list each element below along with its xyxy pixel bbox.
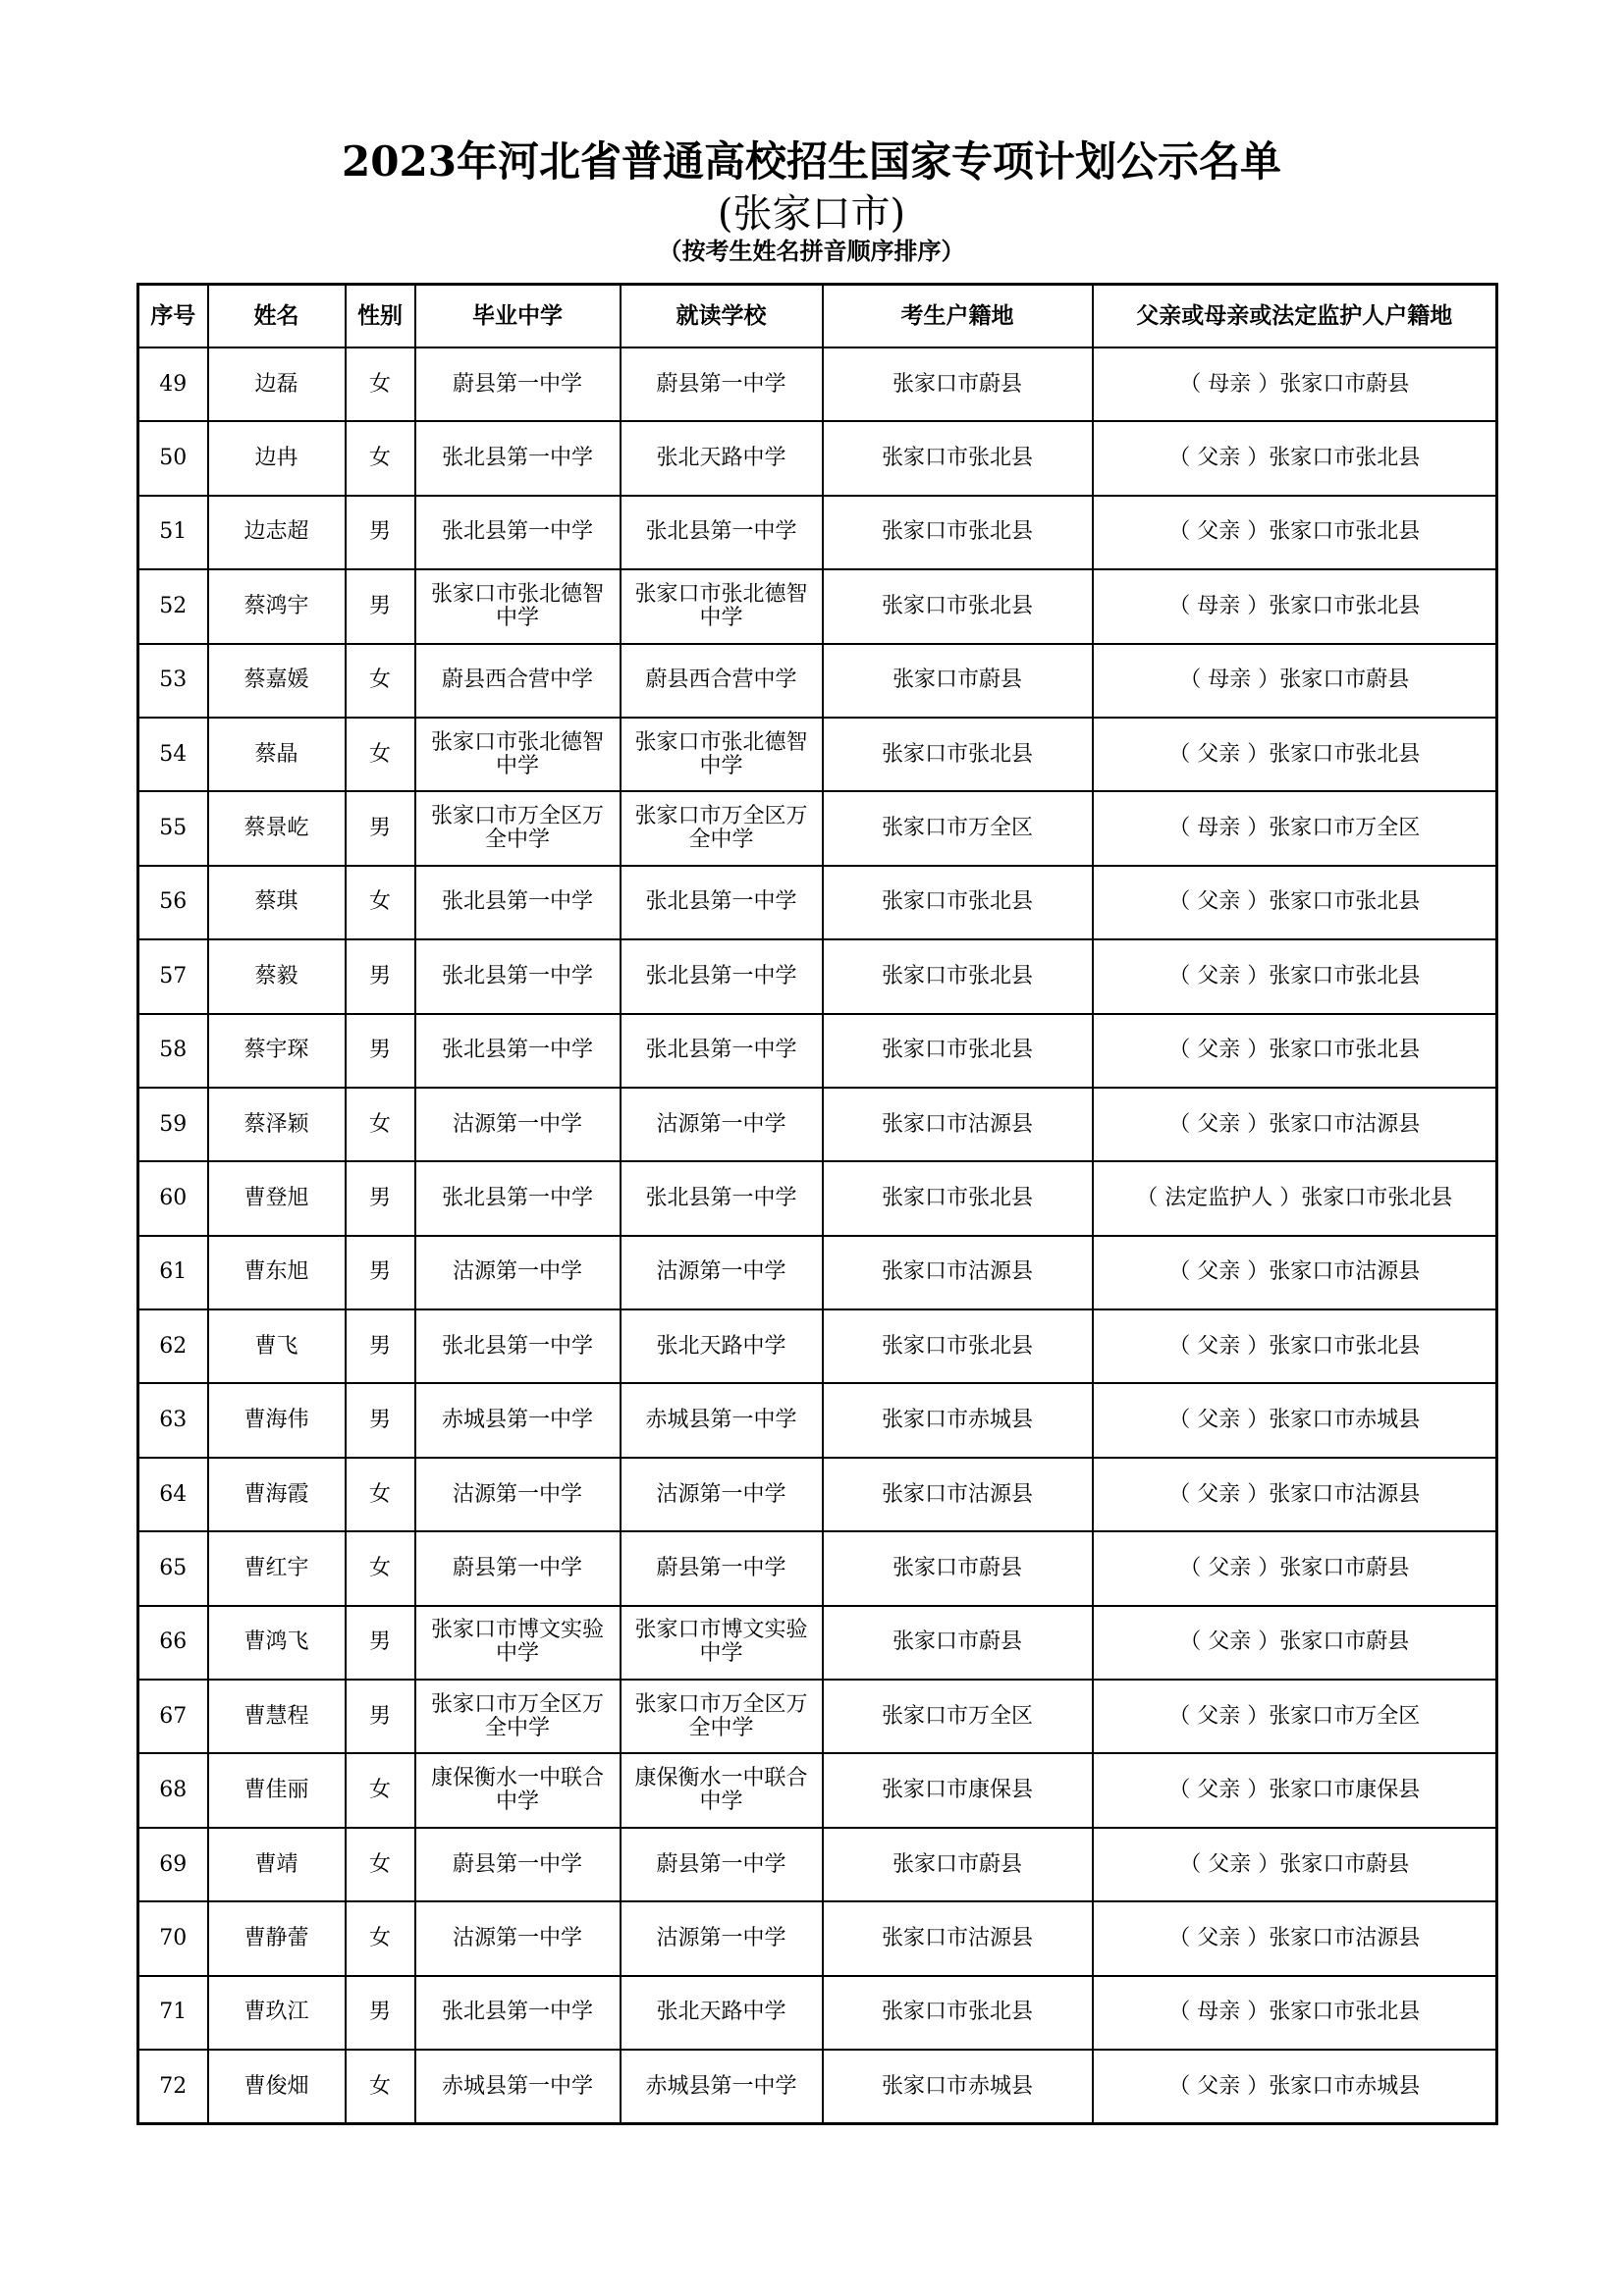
- cell-serial: 60: [138, 1161, 208, 1235]
- cell-graduated-school: 张北县第一中学: [415, 496, 621, 569]
- cell-serial: 59: [138, 1088, 208, 1161]
- cell-current-school: 张家口市博文实验中学: [621, 1606, 823, 1680]
- cell-graduated-school: 张家口市万全区万全中学: [415, 791, 621, 865]
- cell-serial: 65: [138, 1531, 208, 1605]
- document-subtitle: (张家口市): [717, 191, 906, 237]
- cell-serial: 70: [138, 1901, 208, 1975]
- cell-current-school: 蔚县第一中学: [621, 347, 823, 421]
- cell-student-residence: 张家口市张北县: [823, 569, 1093, 643]
- cell-current-school: 蔚县第一中学: [621, 1531, 823, 1605]
- cell-current-school: 蔚县第一中学: [621, 1828, 823, 1901]
- cell-guardian-residence: （ 父亲 ）张家口市蔚县: [1093, 1828, 1497, 1901]
- cell-student-residence: 张家口市张北县: [823, 1161, 1093, 1235]
- cell-guardian-residence: （ 父亲 ）张家口市蔚县: [1093, 1531, 1497, 1605]
- cell-current-school: 蔚县西合营中学: [621, 644, 823, 718]
- cell-name: 边志超: [208, 496, 346, 569]
- cell-serial: 57: [138, 939, 208, 1013]
- cell-guardian-residence: （ 父亲 ）张家口市赤城县: [1093, 2050, 1497, 2124]
- header-name: 姓名: [208, 285, 346, 348]
- cell-gender: 女: [346, 866, 415, 939]
- cell-current-school: 张家口市张北德智中学: [621, 718, 823, 791]
- cell-name: 边冉: [208, 421, 346, 495]
- cell-guardian-residence: （ 父亲 ）张家口市张北县: [1093, 496, 1497, 569]
- cell-name: 曹俊畑: [208, 2050, 346, 2124]
- cell-current-school: 沽源第一中学: [621, 1458, 823, 1531]
- cell-student-residence: 张家口市沽源县: [823, 1458, 1093, 1531]
- table-header-row: [138, 285, 1497, 348]
- cell-gender: 女: [346, 1088, 415, 1161]
- table-row: [138, 1088, 1497, 1161]
- cell-current-school: 康保衡水一中联合中学: [621, 1753, 823, 1827]
- table-row: [138, 347, 1497, 421]
- cell-guardian-residence: （ 母亲 ）张家口市万全区: [1093, 791, 1497, 865]
- cell-serial: 66: [138, 1606, 208, 1680]
- cell-serial: 49: [138, 347, 208, 421]
- cell-name: 曹鸿飞: [208, 1606, 346, 1680]
- cell-guardian-residence: （ 父亲 ）张家口市赤城县: [1093, 1383, 1497, 1457]
- cell-serial: 67: [138, 1680, 208, 1753]
- cell-gender: 女: [346, 1828, 415, 1901]
- cell-current-school: 张家口市万全区万全中学: [621, 791, 823, 865]
- cell-current-school: 张北县第一中学: [621, 939, 823, 1013]
- cell-current-school: 张北天路中学: [621, 1309, 823, 1383]
- cell-name: 曹静蕾: [208, 1901, 346, 1975]
- cell-serial: 71: [138, 1976, 208, 2050]
- cell-gender: 男: [346, 1236, 415, 1309]
- cell-graduated-school: 沽源第一中学: [415, 1088, 621, 1161]
- cell-current-school: 张北县第一中学: [621, 1014, 823, 1088]
- cell-graduated-school: 蔚县西合营中学: [415, 644, 621, 718]
- cell-name: 曹登旭: [208, 1161, 346, 1235]
- cell-graduated-school: 张家口市张北德智中学: [415, 569, 621, 643]
- cell-gender: 女: [346, 718, 415, 791]
- cell-guardian-residence: （ 父亲 ）张家口市张北县: [1093, 1014, 1497, 1088]
- table-row: [138, 1383, 1497, 1457]
- cell-student-residence: 张家口市康保县: [823, 1753, 1093, 1827]
- cell-gender: 男: [346, 1383, 415, 1457]
- cell-name: 曹海伟: [208, 1383, 346, 1457]
- table-row: [138, 1680, 1497, 1753]
- cell-graduated-school: 蔚县第一中学: [415, 347, 621, 421]
- cell-current-school: 张北县第一中学: [621, 1161, 823, 1235]
- cell-graduated-school: 张家口市万全区万全中学: [415, 1680, 621, 1753]
- table-row: [138, 569, 1497, 643]
- cell-student-residence: 张家口市蔚县: [823, 1531, 1093, 1605]
- cell-graduated-school: 蔚县第一中学: [415, 1531, 621, 1605]
- table-row: [138, 496, 1497, 569]
- cell-serial: 61: [138, 1236, 208, 1309]
- cell-current-school: 张北天路中学: [621, 421, 823, 495]
- cell-guardian-residence: （ 父亲 ）张家口市张北县: [1093, 866, 1497, 939]
- cell-guardian-residence: （ 母亲 ）张家口市蔚县: [1093, 644, 1497, 718]
- cell-guardian-residence: （ 父亲 ）张家口市张北县: [1093, 718, 1497, 791]
- table-row: [138, 791, 1497, 865]
- cell-name: 曹佳丽: [208, 1753, 346, 1827]
- table-row: [138, 1161, 1497, 1235]
- cell-student-residence: 张家口市张北县: [823, 496, 1093, 569]
- cell-name: 蔡嘉媛: [208, 644, 346, 718]
- cell-gender: 男: [346, 791, 415, 865]
- cell-current-school: 沽源第一中学: [621, 1901, 823, 1975]
- cell-gender: 男: [346, 1606, 415, 1680]
- cell-student-residence: 张家口市蔚县: [823, 347, 1093, 421]
- cell-guardian-residence: （ 母亲 ）张家口市张北县: [1093, 1976, 1497, 2050]
- cell-guardian-residence: （ 父亲 ）张家口市康保县: [1093, 1753, 1497, 1827]
- table-row: [138, 2050, 1497, 2124]
- cell-guardian-residence: （ 父亲 ）张家口市张北县: [1093, 1309, 1497, 1383]
- cell-guardian-residence: （ 父亲 ）张家口市沽源县: [1093, 1236, 1497, 1309]
- cell-graduated-school: 张北县第一中学: [415, 1309, 621, 1383]
- cell-gender: 男: [346, 569, 415, 643]
- header-graduated-school: 毕业中学: [415, 285, 621, 348]
- cell-graduated-school: 张家口市张北德智中学: [415, 718, 621, 791]
- cell-gender: 女: [346, 421, 415, 495]
- cell-name: 蔡琪: [208, 866, 346, 939]
- cell-student-residence: 张家口市张北县: [823, 1309, 1093, 1383]
- cell-student-residence: 张家口市张北县: [823, 421, 1093, 495]
- cell-student-residence: 张家口市张北县: [823, 1014, 1093, 1088]
- cell-name: 曹靖: [208, 1828, 346, 1901]
- cell-name: 蔡景屹: [208, 791, 346, 865]
- cell-gender: 男: [346, 1014, 415, 1088]
- cell-graduated-school: 沽源第一中学: [415, 1458, 621, 1531]
- cell-serial: 72: [138, 2050, 208, 2124]
- table-row: [138, 1606, 1497, 1680]
- cell-serial: 52: [138, 569, 208, 643]
- document-title: 2023年河北省普通高校招生国家专项计划公示名单: [342, 137, 1281, 186]
- cell-serial: 63: [138, 1383, 208, 1457]
- cell-name: 曹玖江: [208, 1976, 346, 2050]
- cell-student-residence: 张家口市万全区: [823, 791, 1093, 865]
- cell-gender: 女: [346, 644, 415, 718]
- cell-student-residence: 张家口市赤城县: [823, 1383, 1093, 1457]
- cell-gender: 男: [346, 939, 415, 1013]
- header-guardian-residence: 父亲或母亲或法定监护人户籍地: [1093, 285, 1497, 348]
- cell-graduated-school: 张北县第一中学: [415, 1161, 621, 1235]
- cell-graduated-school: 赤城县第一中学: [415, 2050, 621, 2124]
- cell-student-residence: 张家口市沽源县: [823, 1088, 1093, 1161]
- cell-current-school: 张北县第一中学: [621, 496, 823, 569]
- cell-graduated-school: 沽源第一中学: [415, 1236, 621, 1309]
- cell-student-residence: 张家口市蔚县: [823, 1828, 1093, 1901]
- cell-gender: 女: [346, 1753, 415, 1827]
- cell-serial: 50: [138, 421, 208, 495]
- cell-graduated-school: 张北县第一中学: [415, 866, 621, 939]
- cell-serial: 56: [138, 866, 208, 939]
- cell-name: 蔡泽颖: [208, 1088, 346, 1161]
- cell-guardian-residence: （ 父亲 ）张家口市沽源县: [1093, 1901, 1497, 1975]
- cell-guardian-residence: （ 母亲 ）张家口市蔚县: [1093, 347, 1497, 421]
- cell-student-residence: 张家口市张北县: [823, 939, 1093, 1013]
- cell-name: 曹飞: [208, 1309, 346, 1383]
- header-current-school: 就读学校: [621, 285, 823, 348]
- header-gender: 性别: [346, 285, 415, 348]
- cell-gender: 女: [346, 1458, 415, 1531]
- cell-graduated-school: 张北县第一中学: [415, 421, 621, 495]
- cell-current-school: 赤城县第一中学: [621, 2050, 823, 2124]
- cell-guardian-residence: （ 法定监护人 ）张家口市张北县: [1093, 1161, 1497, 1235]
- cell-graduated-school: 沽源第一中学: [415, 1901, 621, 1975]
- cell-student-residence: 张家口市蔚县: [823, 1606, 1093, 1680]
- cell-name: 蔡毅: [208, 939, 346, 1013]
- cell-gender: 男: [346, 496, 415, 569]
- cell-student-residence: 张家口市万全区: [823, 1680, 1093, 1753]
- cell-name: 曹慧程: [208, 1680, 346, 1753]
- cell-current-school: 张北天路中学: [621, 1976, 823, 2050]
- cell-serial: 68: [138, 1753, 208, 1827]
- table-row: [138, 1753, 1497, 1827]
- sort-note: （按考生姓名拼音顺序排序）: [658, 237, 965, 265]
- cell-name: 边磊: [208, 347, 346, 421]
- cell-graduated-school: 张北县第一中学: [415, 1014, 621, 1088]
- table-row: [138, 1828, 1497, 1901]
- roster-table: [136, 283, 1498, 2125]
- table-row: [138, 644, 1497, 718]
- cell-student-residence: 张家口市沽源县: [823, 1236, 1093, 1309]
- cell-serial: 62: [138, 1309, 208, 1383]
- cell-gender: 男: [346, 1976, 415, 2050]
- cell-graduated-school: 张北县第一中学: [415, 1976, 621, 2050]
- cell-current-school: 张家口市万全区万全中学: [621, 1680, 823, 1753]
- cell-gender: 男: [346, 1680, 415, 1753]
- cell-name: 蔡宇琛: [208, 1014, 346, 1088]
- cell-student-residence: 张家口市沽源县: [823, 1901, 1093, 1975]
- cell-gender: 女: [346, 1901, 415, 1975]
- cell-graduated-school: 赤城县第一中学: [415, 1383, 621, 1457]
- cell-name: 曹海霞: [208, 1458, 346, 1531]
- table-row: [138, 421, 1497, 495]
- table-row: [138, 866, 1497, 939]
- header-student-residence: 考生户籍地: [823, 285, 1093, 348]
- cell-graduated-school: 张家口市博文实验中学: [415, 1606, 621, 1680]
- cell-guardian-residence: （ 父亲 ）张家口市张北县: [1093, 939, 1497, 1013]
- cell-gender: 男: [346, 1161, 415, 1235]
- cell-gender: 女: [346, 347, 415, 421]
- table-row: [138, 1901, 1497, 1975]
- table-row: [138, 1236, 1497, 1309]
- cell-serial: 51: [138, 496, 208, 569]
- cell-graduated-school: 蔚县第一中学: [415, 1828, 621, 1901]
- cell-guardian-residence: （ 父亲 ）张家口市万全区: [1093, 1680, 1497, 1753]
- cell-name: 曹红宇: [208, 1531, 346, 1605]
- cell-graduated-school: 康保衡水一中联合中学: [415, 1753, 621, 1827]
- table-row: [138, 1531, 1497, 1605]
- cell-student-residence: 张家口市赤城县: [823, 2050, 1093, 2124]
- table-row: [138, 1309, 1497, 1383]
- cell-gender: 男: [346, 1309, 415, 1383]
- cell-graduated-school: 张北县第一中学: [415, 939, 621, 1013]
- table-row: [138, 1458, 1497, 1531]
- cell-serial: 64: [138, 1458, 208, 1531]
- cell-guardian-residence: （ 父亲 ）张家口市沽源县: [1093, 1458, 1497, 1531]
- cell-name: 蔡晶: [208, 718, 346, 791]
- cell-current-school: 沽源第一中学: [621, 1088, 823, 1161]
- cell-gender: 女: [346, 1531, 415, 1605]
- cell-student-residence: 张家口市张北县: [823, 866, 1093, 939]
- cell-serial: 53: [138, 644, 208, 718]
- cell-current-school: 张家口市张北德智中学: [621, 569, 823, 643]
- table-row: [138, 718, 1497, 791]
- cell-name: 蔡鸿宇: [208, 569, 346, 643]
- cell-gender: 女: [346, 2050, 415, 2124]
- cell-serial: 54: [138, 718, 208, 791]
- cell-student-residence: 张家口市张北县: [823, 1976, 1093, 2050]
- cell-guardian-residence: （ 父亲 ）张家口市沽源县: [1093, 1088, 1497, 1161]
- cell-current-school: 张北县第一中学: [621, 866, 823, 939]
- cell-serial: 58: [138, 1014, 208, 1088]
- cell-serial: 69: [138, 1828, 208, 1901]
- table-row: [138, 1976, 1497, 2050]
- cell-serial: 55: [138, 791, 208, 865]
- cell-current-school: 沽源第一中学: [621, 1236, 823, 1309]
- header-serial: 序号: [138, 285, 208, 348]
- table-row: [138, 939, 1497, 1013]
- cell-student-residence: 张家口市张北县: [823, 718, 1093, 791]
- cell-guardian-residence: （ 母亲 ）张家口市张北县: [1093, 569, 1497, 643]
- cell-name: 曹东旭: [208, 1236, 346, 1309]
- cell-guardian-residence: （ 父亲 ）张家口市张北县: [1093, 421, 1497, 495]
- table-row: [138, 1014, 1497, 1088]
- cell-student-residence: 张家口市蔚县: [823, 644, 1093, 718]
- cell-current-school: 赤城县第一中学: [621, 1383, 823, 1457]
- cell-guardian-residence: （ 父亲 ）张家口市蔚县: [1093, 1606, 1497, 1680]
